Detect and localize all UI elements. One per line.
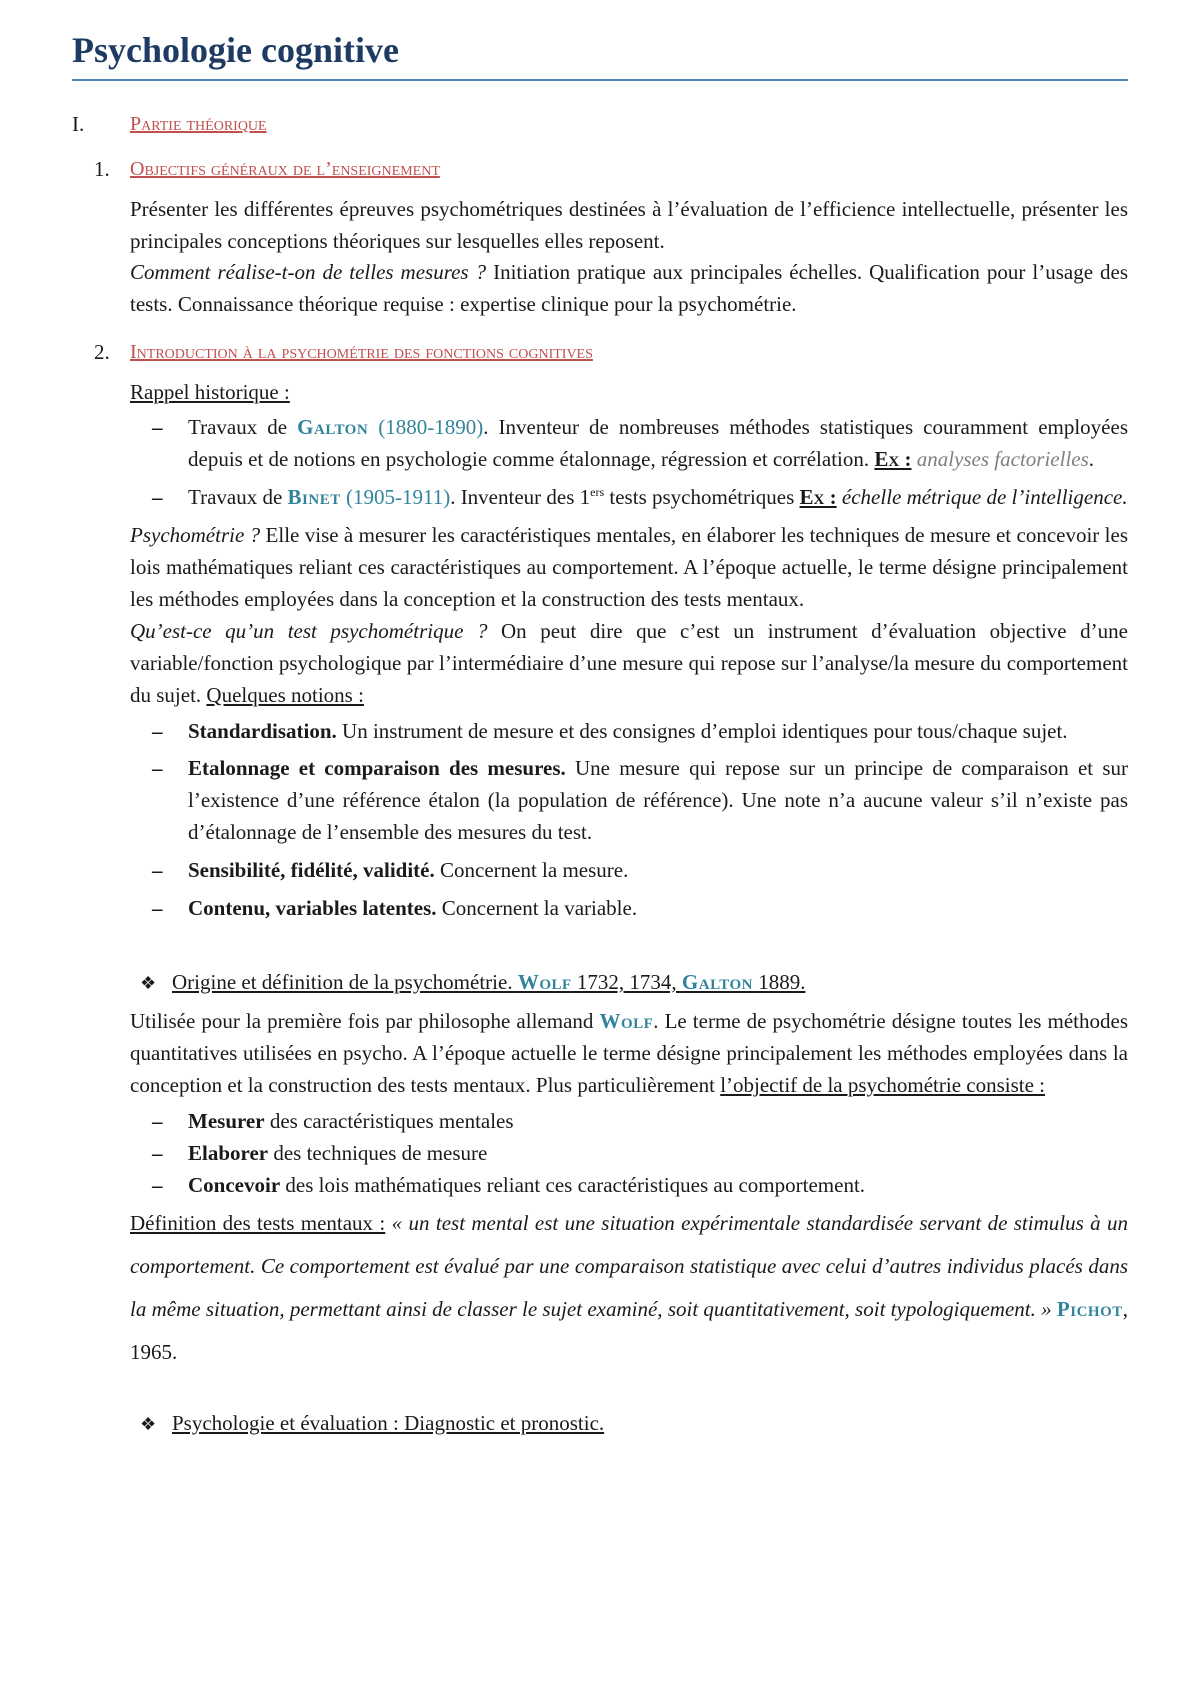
measures-paragraph	[130, 257, 1128, 321]
ex-label: Ex :	[799, 485, 837, 510]
section-2-body	[130, 377, 1128, 409]
section-2-label: Introduction à la psychométrie des fonctions cognitives	[130, 341, 593, 364]
section-1-label: Objectifs généraux de l’enseignement	[130, 158, 440, 181]
objectives-paragraph: Présenter les différentes épreuves psychométriques destinées à l’évaluation de l’efficience intellectuelle, présenter les principales conceptions théoriques sur lesquelles elles reposent.	[130, 196, 1128, 253]
list-item: – Sensibilité, fidélité, validité. Concernent la mesure.	[152, 858, 629, 883]
psychometrie-question: Psychométrie ?	[130, 523, 261, 548]
psychometrie-paragraph: Psychométrie ? Elle vise à mesurer les caractéristiques mentales, en élaborer les techniques de mesure et concevoir les lois mathématiques reliant ces caractéristiques au comportement. A l’époque actuelle, le terme désigne principalement les méthodes employées dans la conception et la construction des tests mentaux.	[130, 523, 1128, 611]
list-item: – Elaborer des techniques de mesure	[152, 1140, 488, 1165]
list-item: – Travaux de Binet (1905-1911). Inventeur des 1ers tests psychométriques Ex : échelle métrique de l’intelligence.	[130, 482, 1128, 514]
wolf-name: Wolf	[517, 970, 572, 995]
objectives-list	[130, 1106, 1128, 1202]
definition-body	[130, 1202, 1128, 1374]
history-list	[130, 412, 1128, 514]
section-1-number: 1.	[94, 157, 110, 182]
origine-paragraph: Utilisée pour la première fois par philosophe allemand Wolf. Le terme de psychométrie désigne toutes les méthodes quantitatives utilisées en psycho. A l’époque actuelle le terme désigne principalement les méthodes employées dans la conception et la construction des tests mentaux. Plus particulièrement l’objectif de la psychométrie consiste :	[130, 1009, 1128, 1098]
notions-list	[130, 716, 1128, 925]
galton-years: (1880-1890)	[368, 415, 484, 440]
binet-years: (1905-1911)	[340, 485, 451, 510]
section-1-body	[130, 194, 1128, 322]
test-paragraph: Qu’est-ce qu’un test psychométrique ? On peut dire que c’est un instrument d’évaluation objective d’une variable/fonction psychologique par l’intermédiaire d’une mesure qui repose sur l’analyse/la mesure du comportement du sujet. Quelques notions :	[130, 618, 1128, 707]
definition-quote: Définition des tests mentaux : « un test mental est une situation expérimentale standardisée servant de stimulus à un comportement. Ce comportement est évalué par une comparaison statistique avec celui d’autres individus placés dans la même situation, permettant ainsi de classer le sujet examiné, soit quantitativement, soit typologiquement. » Pichot, 1965.	[130, 1210, 1129, 1364]
binet-name: Binet	[287, 485, 341, 510]
ex-example: analyses factorielles	[911, 447, 1089, 472]
origine-heading: ❖ Origine et définition de la psychométrie. Wolf 1732, 1734, Galton 1889.	[140, 970, 806, 995]
pichot-name: Pichot	[1056, 1296, 1123, 1321]
part-label: Partie théorique	[130, 113, 267, 135]
measures-text: Initiation pratique aux principales échelles. Qualification pour l’usage des tests. Connaissance théorique requise : expertise clinique pour la psychométrie.	[130, 260, 1129, 317]
section-2-heading	[72, 339, 1128, 366]
dash-bullet: –	[152, 415, 163, 440]
part-heading	[72, 111, 1128, 138]
psy-eval-label: Psychologie et évaluation : Diagnostic et pronostic.	[172, 1410, 605, 1435]
ex-label: Ex :	[874, 447, 912, 472]
rappel-historique: Rappel historique :	[130, 379, 290, 404]
list-item: – Contenu, variables latentes. Concernent la variable.	[152, 896, 638, 921]
part-number: I.	[72, 112, 85, 136]
list-item: – Concevoir des lois mathématiques reliant ces caractéristiques au comportement.	[152, 1172, 866, 1197]
measures-question: Comment réalise-t-on de telles mesures ?	[130, 260, 487, 285]
page-title: Psychologie cognitive	[72, 28, 1128, 81]
diamond-bullet-icon: ❖	[140, 1413, 157, 1434]
galton-name: Galton	[681, 970, 753, 995]
list-item: – Mesurer des caractéristiques mentales	[152, 1109, 514, 1134]
list-item: – Travaux de Galton (1880-1890). Inventeur de nombreuses méthodes statistiques couramment employées depuis et de notions en psychologie comme étalonnage, régression et corrélation. Ex : analyses factorielles.	[130, 412, 1128, 476]
wolf-name: Wolf	[599, 1009, 654, 1034]
dash-bullet: –	[152, 485, 163, 510]
ex-example: échelle métrique de l’intelligence.	[836, 485, 1128, 510]
section-2-body-cont	[130, 520, 1128, 711]
psy-eval-heading	[140, 1410, 1128, 1437]
section-1-heading	[72, 156, 1128, 183]
definition-label: Définition des tests mentaux :	[130, 1210, 386, 1235]
galton-name: Galton	[297, 415, 369, 440]
test-question: Qu’est-ce qu’un test psychométrique ?	[130, 618, 488, 643]
origine-body	[130, 1006, 1128, 1102]
notions-label: Quelques notions :	[206, 682, 364, 707]
diamond-bullet-icon: ❖	[140, 973, 157, 994]
list-item: – Standardisation. Un instrument de mesure et des consignes d’emploi identiques pour tous/chaque sujet.	[152, 718, 1068, 743]
objectif-label: l’objectif de la psychométrie consiste :	[720, 1073, 1046, 1098]
section-2-number: 2.	[94, 340, 110, 365]
list-item: – Etalonnage et comparaison des mesures. Une mesure qui repose sur un principe de comparaison et sur l’existence d’une référence étalon (la population de référence). Une note n’a aucune valeur s’il n’existe pas d’étalonnage de l’ensemble des mesures du test.	[152, 756, 1128, 845]
